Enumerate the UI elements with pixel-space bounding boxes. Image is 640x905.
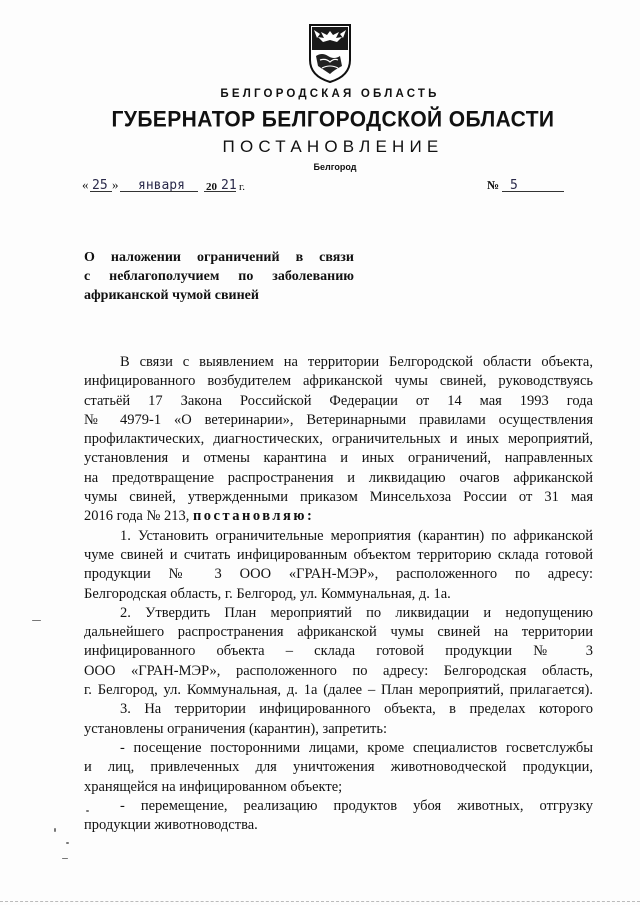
item-2-line: дальнейшего распространения африканской чумы свиней на территории	[84, 624, 593, 641]
scan-speck	[54, 828, 56, 832]
governor-title: ГУБЕРНАТОР БЕЛГОРОДСКОЙ ОБЛАСТИ	[111, 107, 555, 132]
scan-speck	[66, 842, 69, 844]
body-line: статьёй 17 Закона Российской Федерации от 14 мая 1993 года	[84, 392, 593, 409]
body-line: установления и отмены карантина и иных ограничений, направленных	[84, 450, 593, 467]
document-type: ПОСТАНОВЛЕНИЕ	[222, 137, 444, 156]
subject-line: африканской чумой свиней	[84, 288, 259, 303]
bullet-2-line: продукции животноводства.	[84, 817, 258, 834]
scan-speck	[62, 858, 68, 859]
coat-of-arms-emblem	[304, 22, 356, 84]
item-2-line: г. Белгород, ул. Коммунальная, д. 1а (далее – План мероприятий, прилагается).	[84, 682, 593, 699]
body-line	[84, 507, 593, 526]
intro-last-text: 2016 года № 213,	[84, 508, 190, 525]
date-close-quote: »	[112, 177, 119, 192]
date-day: 25	[92, 178, 108, 193]
resolve-word: постановляю:	[192, 508, 315, 525]
date-year-suffix: 21	[221, 178, 237, 193]
bullet-2-line: - перемещение, реализацию продуктов убоя животных, отгрузку	[120, 797, 593, 814]
item-2-line: инфицированного объекта – склада готовой продукции № 3	[84, 643, 593, 660]
item-3-line: установлены ограничения (карантин), запретить:	[84, 720, 388, 737]
month-underline	[120, 191, 198, 192]
bullet-1-line: - посещение посторонними лицами, кроме специалистов госветслужбы	[120, 739, 593, 756]
scan-bottom-edge	[0, 901, 640, 902]
region-name: БЕЛГОРОДСКАЯ ОБЛАСТЬ	[220, 88, 440, 100]
body-line: № 4979-1 «О ветеринарии», Ветеринарными правилами осуществления	[84, 411, 593, 428]
scan-speck	[32, 620, 41, 621]
number-underline	[502, 191, 564, 192]
item-2-line: 2. Утвердить План мероприятий по ликвидации и недопущению	[120, 604, 593, 621]
day-underline	[90, 191, 112, 192]
date-year-prefix: 20	[206, 181, 217, 193]
number-label: №	[487, 178, 500, 192]
document-body	[84, 353, 593, 835]
body-line: инфицированного возбудителем африканской чумы свиней, руководствуясь	[84, 373, 593, 390]
bullet-1-line: и лиц, привлеченных для уничтожения животноводческой продукции,	[84, 759, 593, 776]
date-number-line	[82, 175, 602, 195]
body-line: на предотвращение распространения и ликвидацию очагов африканской	[84, 469, 593, 486]
date-month: января	[138, 178, 185, 193]
date-open-quote: «	[82, 177, 89, 192]
subject-line: О наложении ограничений в связи	[84, 250, 354, 265]
body-line: чумы свиней, утвержденными приказом Минсельхоза России от 31 мая	[84, 489, 593, 506]
scan-speck	[86, 810, 89, 812]
item-1-line: продукции № 3 ООО «ГРАН-МЭР», расположенного по адресу:	[84, 566, 593, 583]
year-underline	[204, 191, 236, 192]
subject-line: с неблагополучием по заболеванию	[84, 269, 354, 284]
item-2-line: ООО «ГРАН-МЭР», расположенного по адресу: Белгородская область,	[84, 662, 593, 679]
body-line: профилактических, диагностических, ограничительных и иных мероприятий,	[84, 431, 593, 448]
item-1-line: чуме свиней и считать инфицированным объектом территорию склада готовой	[84, 546, 593, 563]
bullet-1-line: хранящейся на инфицированном объекте;	[84, 778, 343, 795]
body-line: В связи с выявлением на территории Белгородской области объекта,	[120, 354, 593, 370]
document-number: 5	[510, 178, 518, 193]
item-3-line: 3. На территории инфицированного объекта, в пределах которого	[120, 701, 593, 718]
item-1-line: Белгородская область, г. Белгород, ул. Коммунальная, д. 1а.	[84, 585, 451, 602]
date-year-mark: г.	[239, 181, 246, 193]
document-subject	[84, 248, 354, 305]
item-1-line: 1. Установить ограничительные мероприятия (карантин) по африканской	[120, 527, 593, 544]
city-name: Белгород	[313, 162, 357, 172]
